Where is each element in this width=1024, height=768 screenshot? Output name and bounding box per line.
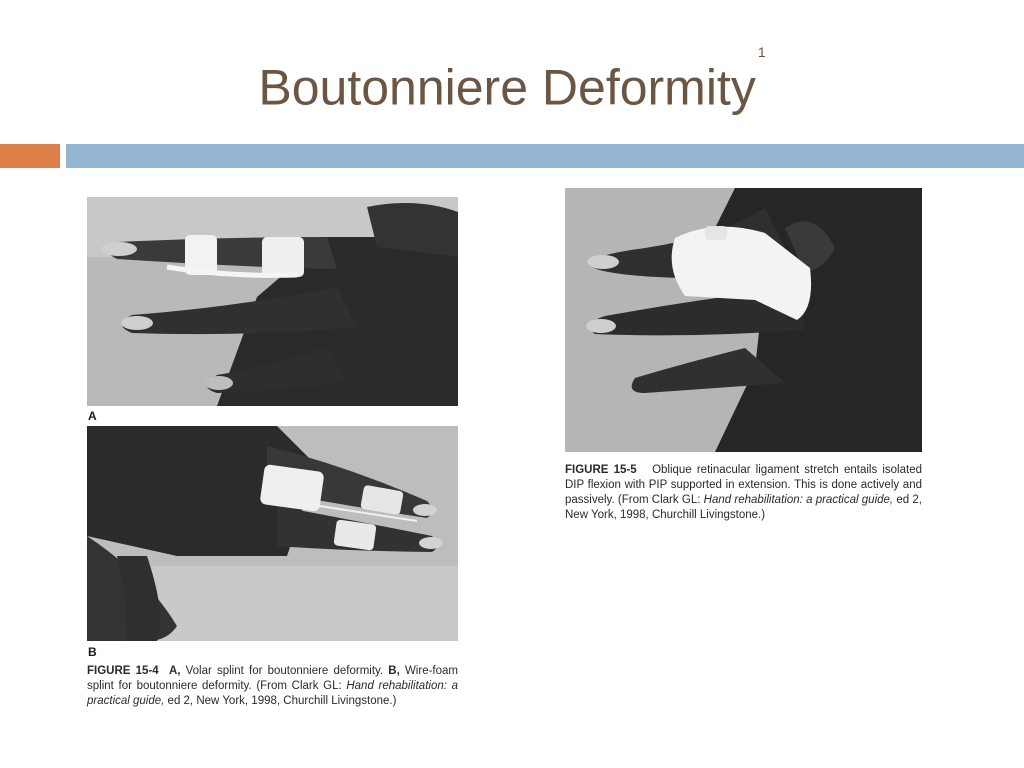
caption-source-rest: ed 2, New York, 1998, Churchill Livingstone.) — [164, 695, 397, 707]
photo-wire-foam-splint — [87, 426, 458, 641]
caption-a-label: A, — [168, 665, 181, 677]
title-text: Boutonniere Deformity — [258, 59, 756, 116]
caption-source-rest: ed 2, New York, 1998, Churchill Livingstone.) — [565, 494, 923, 521]
header-accent-orange — [0, 144, 60, 168]
header-accent-blue — [66, 144, 1024, 168]
figure-15-4-label: FIGURE 15-4 — [87, 665, 159, 677]
caption-source-italic: Hand rehabilitation: a practical guide, — [87, 680, 458, 707]
photo-orl-stretch — [565, 188, 922, 452]
photo-volar-splint — [87, 197, 458, 406]
caption-a-text: Volar splint for boutonniere deformity. — [180, 665, 384, 677]
caption-b-label: B, — [388, 665, 400, 677]
slide-title — [0, 44, 1024, 118]
figure-15-5-caption — [565, 463, 922, 523]
title-superscript: 1 — [757, 44, 766, 60]
caption-source-italic: Hand rehabilitation: a practical guide, — [703, 494, 894, 506]
caption-b-text: Wire-foam splint for boutonniere deformity. (From Clark GL: — [87, 665, 458, 692]
figure-15-4-caption — [87, 664, 458, 709]
panel-b-label: B — [88, 645, 97, 659]
figure-15-5-label: FIGURE 15-5 — [565, 464, 637, 476]
panel-a-label: A — [88, 409, 97, 423]
caption-text: Oblique retinacular ligament stretch entails isolated DIP flexion with PIP supported in extension. This is done actively and passively. (From Clark GL: — [565, 464, 922, 506]
